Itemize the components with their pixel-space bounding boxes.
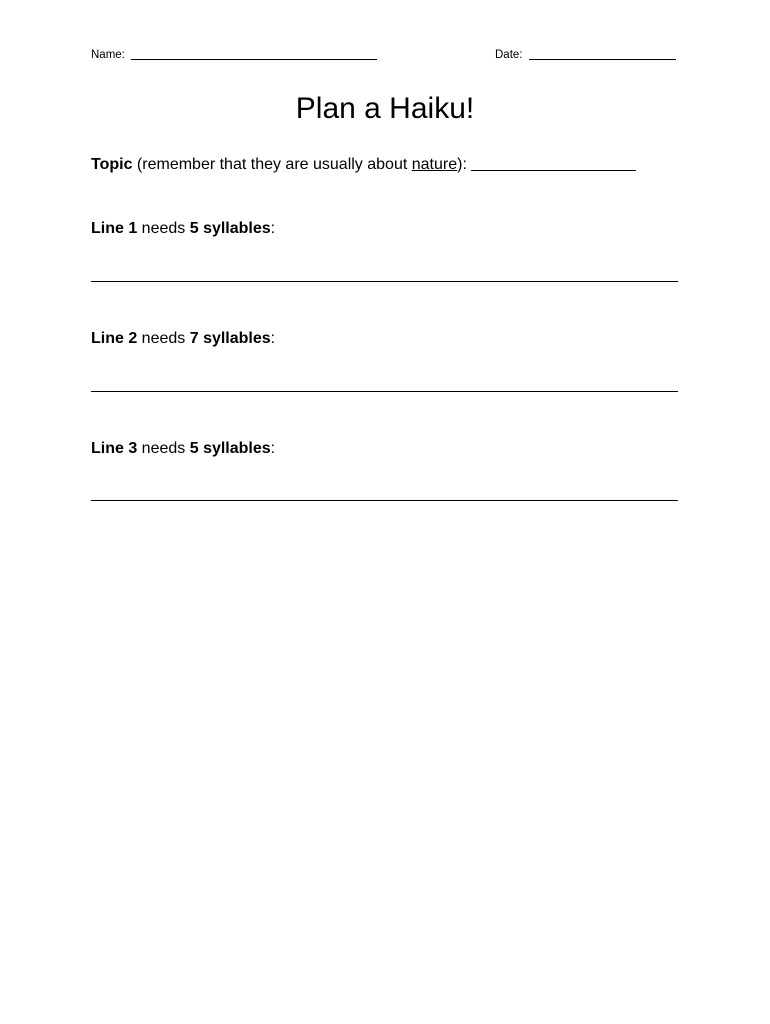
line-2-writing-line [91,391,678,392]
line-3-label: Line 3 [91,440,138,457]
topic-text-after: ): [457,156,467,173]
line-2-prompt [91,330,275,348]
header-row [91,46,679,64]
line-2-connector: needs [137,330,190,347]
line-3-connector: needs [137,440,190,457]
line-3-prompt [91,440,275,458]
line-1-label: Line 1 [91,220,138,237]
line-2-colon: : [270,330,276,347]
topic-label: Topic [91,156,133,173]
name-field [91,46,377,61]
line-3-colon: : [270,440,276,457]
page-title: Plan a Haiku! [295,92,475,125]
topic-text-before: (remember that they are usually about [132,156,412,173]
line-3-syllables: 5 syllables [189,440,271,457]
line-1-prompt [91,220,275,238]
line-1-connector: needs [137,220,190,237]
name-label: Name: [91,49,125,61]
line-3-writing-line [91,500,678,501]
topic-underlined-word: nature [411,156,458,173]
line-1-writing-line [91,281,678,282]
date-label: Date: [495,49,523,61]
line-1-colon: : [270,220,276,237]
name-blank-line [131,48,377,60]
line-2-syllables: 7 syllables [189,330,271,347]
date-blank-line [529,48,676,60]
topic-prompt [91,154,681,174]
line-2-label: Line 2 [91,330,138,347]
topic-blank-line [471,156,636,171]
date-field [495,46,676,61]
line-1-syllables: 5 syllables [189,220,271,237]
